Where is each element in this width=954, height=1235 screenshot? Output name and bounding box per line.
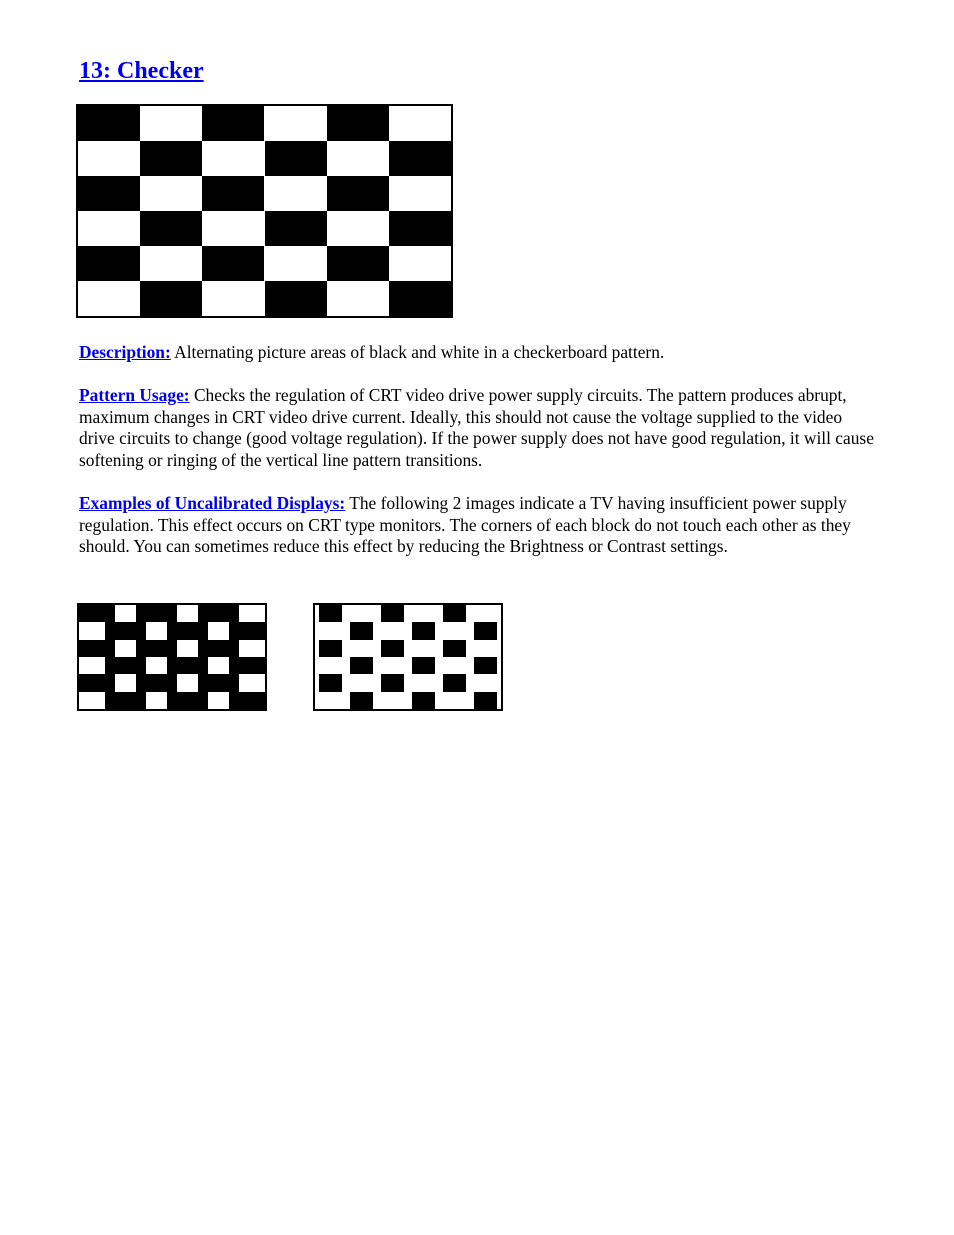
description-heading[interactable]: Description: [79,342,171,362]
uncalibrated-example-image-1 [77,603,267,711]
checker-block [136,605,176,622]
checker-block [202,176,264,211]
checker-block [77,605,115,622]
page-title[interactable]: 13: Checker [79,58,204,84]
checker-block [140,141,202,176]
pattern-usage-heading[interactable]: Pattern Usage: [79,385,190,405]
checker-block [167,692,207,709]
checker-block [198,640,238,657]
checker-block [167,657,207,674]
checker-block [229,692,267,709]
checker-block [78,246,140,281]
checker-block [77,674,115,691]
checker-block [381,674,404,691]
checker-block [140,281,202,316]
checker-block [229,657,267,674]
checker-block [105,622,145,639]
checker-block [319,674,342,691]
checker-block [136,640,176,657]
checker-block [136,674,176,691]
pattern-usage-text: Checks the regulation of CRT video drive power supply circuits. The pattern produces abrupt, maximum changes in CRT video drive current. Ideally, this should not cause the voltage supplied to the video drive circuits to change (good voltage regulation). If the power supply does not have good regulation, it will cause softening or ringing of the vertical line pattern transitions. [79,385,874,470]
checker-block [140,211,202,246]
checker-block [412,692,435,709]
checker-block [474,622,497,639]
checker-block [167,622,207,639]
checker-block [198,674,238,691]
examples-paragraph [79,493,879,558]
checker-block [319,605,342,622]
checker-block [389,141,451,176]
checker-block [389,281,451,316]
checker-block [327,246,389,281]
description-text: Alternating picture areas of black and white in a checkerboard pattern. [170,342,665,362]
checker-block [474,657,497,674]
checker-block [265,281,327,316]
checker-block [319,640,342,657]
uncalibrated-example-image-2 [313,603,503,711]
checker-block [78,176,140,211]
checker-block [443,674,466,691]
checker-block [381,605,404,622]
examples-heading[interactable]: Examples of Uncalibrated Displays: [79,493,346,513]
checker-block [265,141,327,176]
checker-block [265,211,327,246]
checker-block [105,657,145,674]
checker-block [389,211,451,246]
checker-pattern-image [76,104,453,318]
checker-block [474,692,497,709]
checker-block [105,692,145,709]
checker-block [443,605,466,622]
checker-block [443,640,466,657]
checker-block [350,657,373,674]
checker-block [202,106,264,141]
checker-block [412,622,435,639]
checker-block [327,176,389,211]
checker-block [381,640,404,657]
checker-block [350,622,373,639]
checker-block [78,106,140,141]
checker-block [229,622,267,639]
checker-block [198,605,238,622]
description-paragraph [79,342,879,364]
examples-text: The following 2 images indicate a TV having insufficient power supply regulation. This effect occurs on CRT type monitors. The corners of each block do not touch each other as they should. You can sometimes reduce this effect by reducing the Brightness or Contrast settings. [79,493,851,557]
checker-block [202,246,264,281]
checker-block [412,657,435,674]
pattern-usage-paragraph [79,385,879,471]
checker-block [327,106,389,141]
checker-block [77,640,115,657]
checker-block [350,692,373,709]
